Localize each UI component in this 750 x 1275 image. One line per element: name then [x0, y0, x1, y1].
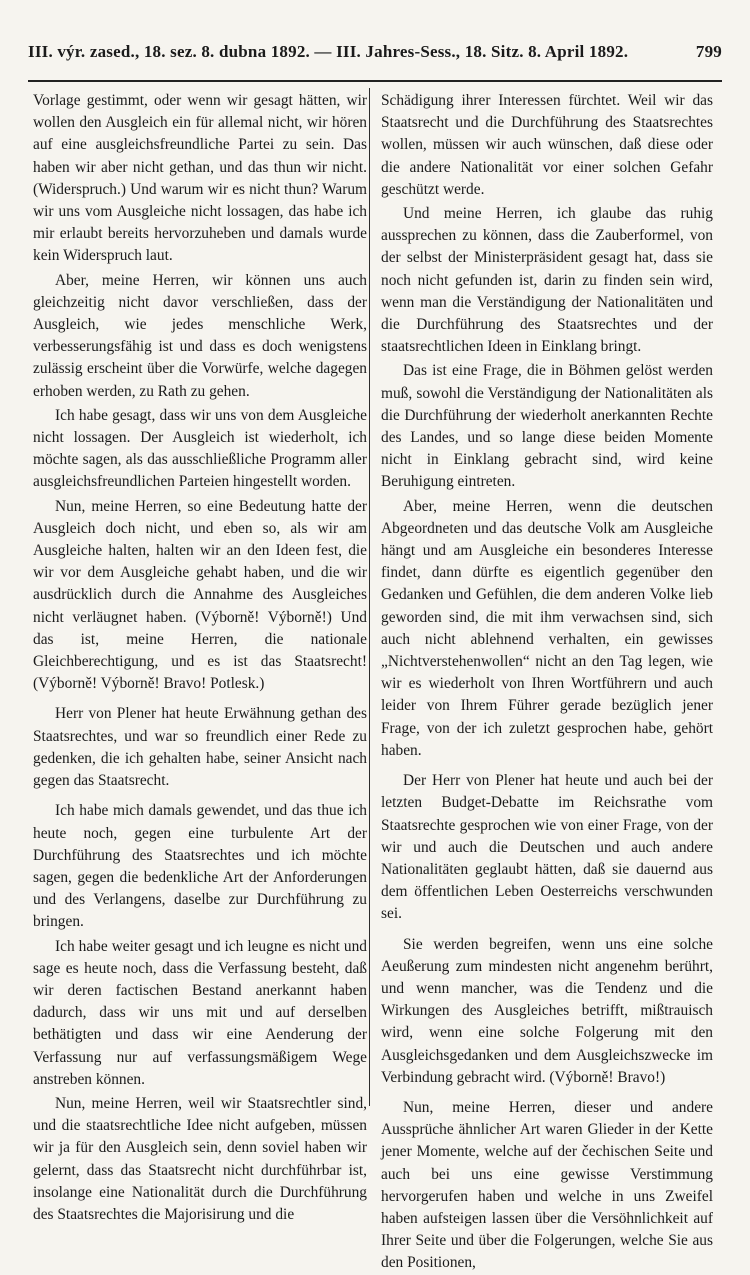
right-paragraph-1: Schädigung ihrer Interessen fürchtet. Weil wir das Staatsrecht und die Durchführung des Staatsrechtes wollen, müssen wir auch wünschen, daß diese oder die andere Nationalität vor einer solchen Gefahr geschützt werde. — [381, 92, 713, 198]
page-number: 799 — [695, 42, 722, 61]
right-paragraph-7: Nun, meine Herren, dieser und andere Aussprüche ähnlicher Art waren Glieder in der Kette jener Momente, welche auf der čechischen Seite und auch bei uns eine gewisse Verstimmung hervorgerufen haben und welche in uns Zweifel haben aufsteigen lassen über die Versöhnlichkeit auf Ihrer Seite und über die Folgerungen, welche Sie aus den Positionen, — [381, 1098, 713, 1272]
left-paragraph-6: Ich habe mich damals gewendet, und das thue ich heute noch, gegen eine turbulente Art der Durchführung des Staatsrechtes und ich möchte sagen, gegen die bedenkliche Art der Anforderungen und des Verlangens, daselbe zur Durchführung zu bringen. — [33, 802, 367, 931]
left-paragraph-3: Ich habe gesagt, dass wir uns von dem Ausgleiche nicht lossagen. Der Ausgleich ist wiederholt, ich möchte sagen, als das ausschließliche Programm aller ausgleichsfreundlichen Parteien hingestellt worden. — [33, 406, 367, 491]
left-paragraph-7: Ich habe weiter gesagt und ich leugne es nicht und sage es heute noch, dass die Verfassung besteht, daß wir deren factischen Bestand anerkannt haben dadurch, dass wir uns mit und auf derselben bethätigten und dass wir eine Aenderung der Verfassung nur auf verfassungsmäßigem Wege anstreben können. — [33, 937, 367, 1088]
left-paragraph-8: Nun, meine Herren, weil wir Staatsrechtler sind, und die staatsrechtliche Idee nicht aufgeben, müssen wir ja für den Ausgleich sein, denn soviel haben wir gelernt, dass das Staatsrecht nicht durchführbar ist, insolange eine Nationalität durch die Durchführung des Staatsrechtes die Majorisirung und die — [33, 1094, 367, 1223]
right-paragraph-5: Der Herr von Plener hat heute und auch bei der letzten Budget-Debatte im Reichsrathe vom Staatsrechte gesprochen wie von einer Frage, von der wir und auch die Deutschen und auch andere Nationalitäten geglaubt hätten, daß sie dauernd aus dem öffentlichen Leben Oesterreichs verschwunden sei. — [381, 772, 713, 923]
left-paragraph-4: Nun, meine Herren, so eine Bedeutung hatte der Ausgleich doch nicht, und eben so, als wir am Ausgleiche halten, halten wir an den Ideen fest, die wir vor dem Ausgleiche gehabt haben, und die wir ausdrücklich durch die Annahme des Ausgleiches nicht verläugnet haben. (Výborně! Výborně!) Und das ist, meine Herren, die nationale Gleichberechtigung, und es ist das Staatsrecht! (Výborně! Výborně! Bravo! Potlesk.) — [33, 497, 367, 693]
header-rule — [28, 80, 722, 82]
left-paragraph-1: Vorlage gestimmt, oder wenn wir gesagt hätten, wir wollen den Ausgleich ein für allemal nicht, wir hören auf eine ausgleichsfreundliche Partei zu sein. Das haben wir aber nicht gethan, und das thun wir nicht. (Widerspruch.) Und warum wir es nicht thun? Warum wir uns vom Ausgleiche nicht lossagen, das habe ich mir erlaubt bereits hervorzuheben und damals wurde kein Widerspruch laut. — [33, 92, 367, 265]
left-paragraph-2: Aber, meine Herren, wir können uns auch gleichzeitig nicht davor verschließen, dass der Ausgleich, wie jedes menschliche Werk, verbesserungsfähig ist und dass es doch wenigstens zulässig erscheint über die Vorwürfe, welche dagegen erhoben werden, zu Rath zu gehen. — [33, 271, 367, 400]
right-paragraph-6: Sie werden begreifen, wenn uns eine solche Aeußerung zum mindesten nicht angenehm berührt, und wenn mancher, was die Tendenz und die Wirkungen des Ausgleiches betrifft, mißtrauisch wird, wenn eine solche Folgerung mit den Ausgleichsgedanken und dem Ausgleichszwecke im Verbindung gebracht wird. (Výborně! Bravo!) — [381, 935, 713, 1086]
right-column — [381, 90, 713, 1272]
left-column — [33, 90, 367, 1223]
page-header — [28, 36, 722, 68]
header-session-line: III. výr. zased., 18. sez. 8. dubna 1892. — III. Jahres-Sess., 18. Sitz. 8. April 1892. — [28, 42, 629, 61]
left-paragraph-5: Herr von Plener hat heute Erwähnung gethan des Staatsrechtes, und war so freundlich einer Rede zu gedenken, die ich gehalten habe, seiner Ansicht nach gegen das Staatsrecht. — [33, 705, 367, 790]
right-paragraph-3: Das ist eine Frage, die in Böhmen gelöst werden muß, sowohl die Verständigung der Nationalitäten als die Durchführung der wiederholt anerkannten Rechte des Landes, und so lange diese beiden Momente nicht in Einklang gebracht sind, wird keine Beruhigung eintreten. — [381, 362, 713, 491]
right-paragraph-2: Und meine Herren, ich glaube das ruhig aussprechen zu können, dass die Zauberformel, von der selbst der Ministerpräsident gesagt hat, dass sie noch nicht gefunden ist, darin zu finden sein wird, wenn man die Verständigung der Nationalitäten und die Durchführung des Staatsrechtes und der staatsrechtlichen Ideen in Einklang bringt. — [381, 205, 713, 356]
right-paragraph-4: Aber, meine Herren, wenn die deutschen Abgeordneten und das deutsche Volk am Ausgleiche hängt und am Ausgleiche ein besonderes Interesse findet, dann dürfte es eigentlich gegenüber den Gedanken und Gefühlen, die dem anderen Volke lieb geworden sind, die mit ihm verwachsen sind, sich auch nicht ablehnend verhalten, ein gewisses „Nichtverstehenwollen“ nicht an den Tag legen, wie wir es wiederholt von Ihren Wortführern und auch leider von Ihrem Führer gerade bezüglich jener Frage, von der ich zuletzt gesprochen habe, gehört haben. — [381, 497, 713, 759]
column-divider — [369, 88, 370, 1106]
